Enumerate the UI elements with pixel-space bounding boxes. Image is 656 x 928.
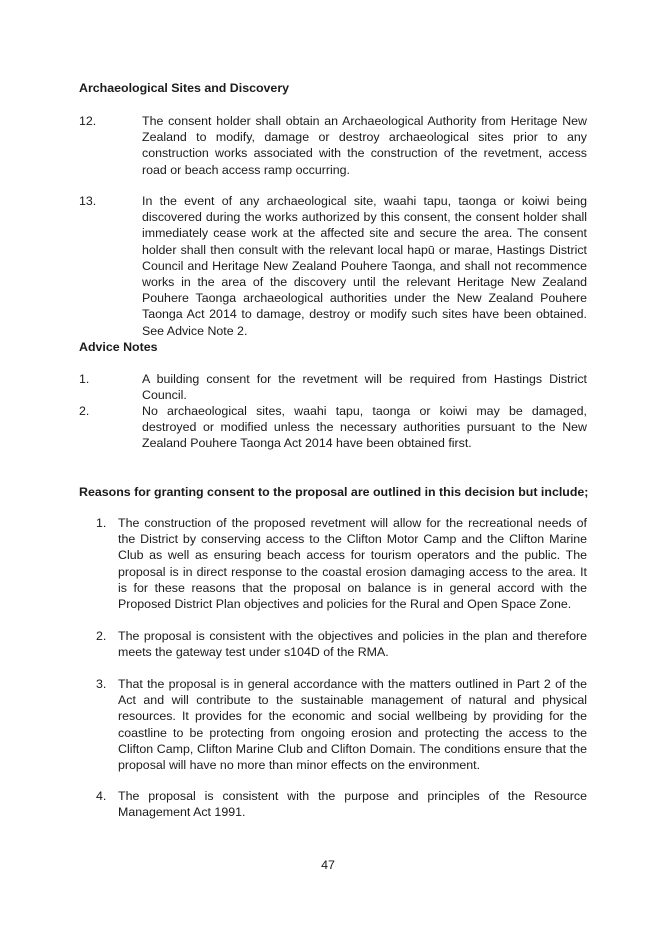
advice-note-text: A building consent for the revetment will be required from Hastings District Council. [142,372,587,403]
reason-number: 2. [96,629,107,643]
advice-note-number: 2. [79,404,90,418]
advice-note-number: 1. [79,372,90,386]
condition-number: 12. [79,114,97,128]
condition-number: 13. [79,194,97,208]
reason-item [96,788,587,820]
reason-text: The construction of the proposed revetment will allow for the recreational needs of the District by conserving access to the Clifton Motor Camp and the Clifton Marine Club as well as ensuring beach access for tourism operators and the public. The proposal is in direct response to the coastal erosion damaging access to the area. It is for these reasons that the proposal on balance is in general accord with the Proposed District Plan objectives and policies for the Rural and Open Space Zone. [118,516,587,612]
reason-number: 1. [96,516,107,530]
reason-item [96,676,587,773]
section-heading-advice-notes: Advice Notes [79,340,158,354]
advice-note-item [79,403,587,452]
section-heading-archaeology: Archaeological Sites and Discovery [79,81,290,95]
condition-item [79,113,587,178]
reason-text: That the proposal is in general accordance with the matters outlined in Part 2 of the Act and will contribute to the sustainable management of natural and physical resources. It provides for the economic and social wellbeing by providing for the coastline to be protecting from ongoing erosion and protecting the access to the Clifton Camp, Clifton Marine Club and Clifton Domain. The conditions ensure that the proposal will have no more than minor effects on the environment. [118,677,587,773]
condition-text: In the event of any archaeological site, waahi tapu, taonga or koiwi being discovered during the works authorized by this consent, the consent holder shall immediately cease work at the affected site and secure the area. The consent holder shall then consult with the relevant local hapū or marae, Hastings District Council and Heritage New Zealand Pouhere Taonga, and shall not recommence works in the area of the discovery until the relevant Heritage New Zealand Pouhere Taonga archaeological authorities under the New Zealand Pouhere Taonga Act 2014 to damage, destroy or modify such sites have been obtained. See Advice Note 2. [142,194,587,338]
condition-item [79,193,587,339]
reason-text: The proposal is consistent with the objectives and policies in the plan and therefore meets the gateway test under s104D of the RMA. [118,629,587,660]
reason-item [96,628,587,660]
advice-note-text: No archaeological sites, waahi tapu, taonga or koiwi may be damaged, destroyed or modified unless the necessary authorities pursuant to the New Zealand Pouhere Taonga Act 2014 have been obtained first. [142,404,587,451]
reason-text: The proposal is consistent with the purpose and principles of the Resource Management Act 1991. [118,789,587,820]
advice-note-item [79,371,587,403]
section-heading-reasons: Reasons for granting consent to the proposal are outlined in this decision but include; [79,485,589,499]
reason-item [96,515,587,612]
reason-number: 4. [96,789,107,803]
page-number: 47 [321,858,335,872]
reason-number: 3. [96,677,107,691]
condition-text: The consent holder shall obtain an Archaeological Authority from Heritage New Zealand to modify, damage or destroy archaeological sites prior to any construction works associated with the construction of the revetment, access road or beach access ramp occurring. [142,114,587,177]
